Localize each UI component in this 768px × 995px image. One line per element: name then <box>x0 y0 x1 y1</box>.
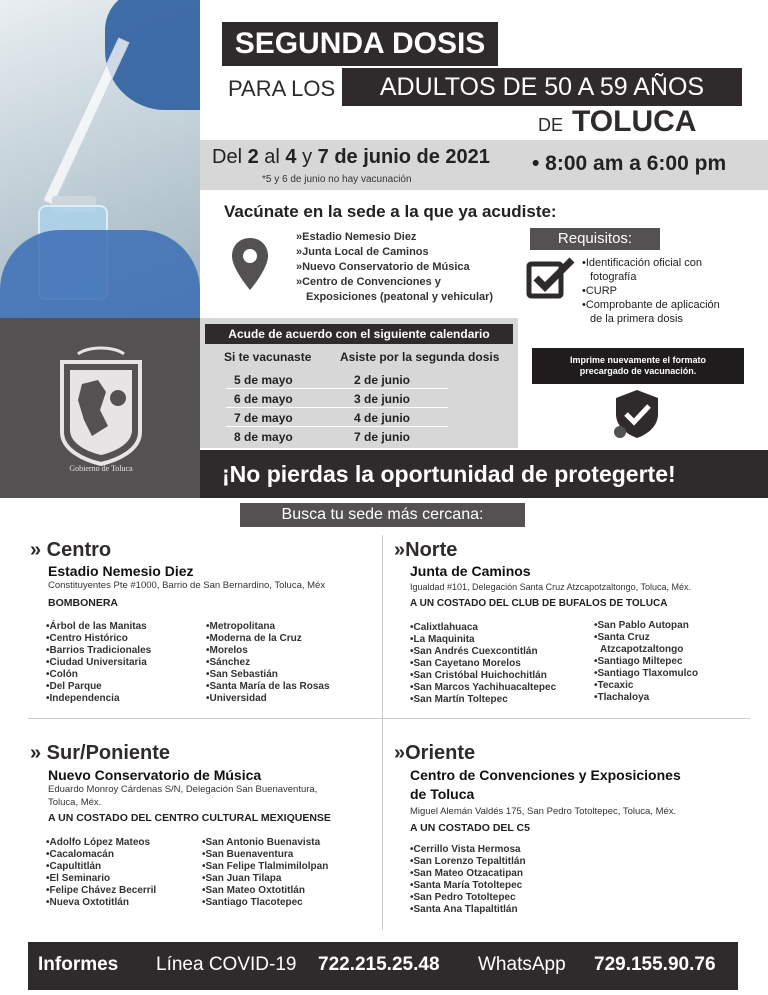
calendar-col1-header: Si te vacunaste <box>224 350 312 364</box>
oriente-list-1 <box>410 844 526 916</box>
shield-check-icon <box>612 388 662 440</box>
list-item: •Del Parque <box>46 681 102 692</box>
requisito-item: •Comprobante de aplicación <box>582 299 720 311</box>
list-item: •San Buenaventura <box>202 849 294 860</box>
list-item: •San Antonio Buenavista <box>202 837 321 848</box>
calendar-row: 6 de mayo 3 de junio <box>234 392 411 406</box>
dates-text: Del 2 al 4 y 7 de junio de 2021 <box>212 146 490 168</box>
list-item: •Metropolitana <box>206 621 276 632</box>
checkbox-icon <box>526 256 576 300</box>
footer-whatsapp-label: WhatsApp <box>478 954 566 975</box>
oriente-title: »Oriente <box>394 742 476 764</box>
list-item: •Morelos <box>206 645 248 656</box>
seal-text: Gobierno de Toluca <box>69 464 133 472</box>
footer-informes: Informes <box>38 954 119 975</box>
list-item: •Colón <box>46 669 78 680</box>
list-item: •San Pablo Autopan <box>594 620 689 631</box>
list-item: •San Sebastián <box>206 669 278 680</box>
list-item: •Sánchez <box>206 657 251 668</box>
list-item: •San Pedro Totoltepec <box>410 892 516 903</box>
sede-heading: Vacúnate en la sede a la que ya acudiste: <box>224 202 557 221</box>
list-item: •San Andrés Cuexcontitlán <box>410 646 538 657</box>
sede-item: Exposiciones (peatonal y vehicular) <box>306 291 494 303</box>
list-item: •San Marcos Yachihuacaltepec <box>410 682 557 693</box>
title-line3a: DE <box>538 115 564 135</box>
hours-text: • 8:00 am a 6:00 pm <box>532 152 727 175</box>
list-item: •San Mateo Oxtotitlán <box>202 885 305 896</box>
list-item: •San Lorenzo Tepaltitlán <box>410 856 526 867</box>
oriente-address: Miguel Alemán Valdés 175, San Pedro Totoltepec, Toluca, Méx. <box>410 806 677 817</box>
sur-title: » Sur/Poniente <box>30 742 171 764</box>
calendar-col2-header: Asiste por la segunda dosis <box>340 350 500 364</box>
list-item: Atzcapotzaltongo <box>600 644 684 655</box>
requisitos-list <box>582 256 720 326</box>
norte-title: »Norte <box>394 539 458 561</box>
list-item: •Tlachaloya <box>594 692 650 703</box>
list-item: •La Maquinita <box>410 634 475 645</box>
list-item: •Cacalomacán <box>46 849 114 860</box>
toluca-seal-icon <box>48 340 154 472</box>
list-item: •San Mateo Otzacatipan <box>410 868 523 879</box>
calendar-row: 5 de mayo 2 de junio <box>234 373 411 387</box>
list-item: •El Seminario <box>46 873 111 884</box>
list-item: •Nueva Oxtotitlán <box>46 897 129 908</box>
norte-address: Igualdad #101, Delegación Santa Cruz Atzcapotzaltongo, Toluca, Méx. <box>410 582 692 592</box>
oriente-reference: A UN COSTADO DEL C5 <box>410 822 530 834</box>
list-item: •San Martín Toltepec <box>410 694 508 705</box>
list-item: •Capultitlán <box>46 861 102 872</box>
centro-address: Constituyentes Pte #1000, Barrio de San Bernardino, Toluca, Méx <box>48 580 326 591</box>
list-item: •Ciudad Universitaria <box>46 657 147 668</box>
sur-list-2 <box>202 837 328 909</box>
list-item: •San Cayetano Morelos <box>410 658 521 669</box>
list-item: •Santiago Tlaxomulco <box>594 668 699 679</box>
list-item: •Santa Cruz <box>594 632 650 643</box>
list-item: •San Juan Tilapa <box>202 873 282 884</box>
norte-sede: Junta de Caminos <box>410 563 531 579</box>
requisito-item: fotografía <box>590 271 637 283</box>
protection-banner: ¡No pierdas la oportunidad de protegerte! <box>200 450 768 498</box>
requisitos-title: Requisitos: <box>530 228 660 250</box>
footer-linea-number: 722.215.25.48 <box>318 954 440 975</box>
calendar-row: 8 de mayo 7 de junio <box>234 430 411 444</box>
list-item: •San Cristóbal Huichochitlán <box>410 670 547 681</box>
norte-list-1 <box>410 622 556 706</box>
oriente-sede-1: Centro de Convenciones y Exposiciones <box>410 767 681 783</box>
norte-reference: A UN COSTADO DEL CLUB DE BUFALOS DE TOLUCA <box>410 598 668 609</box>
centro-sede: Estadio Nemesio Diez <box>48 563 194 579</box>
list-item: •Adolfo López Mateos <box>46 837 151 848</box>
list-item: •Santa María Totoltepec <box>410 880 523 891</box>
calendar-row: 7 de mayo 4 de junio <box>234 411 411 425</box>
list-item: •Santiago Tlacotepec <box>202 897 303 908</box>
requisito-item: •Identificación oficial con <box>582 257 703 269</box>
list-item: •Felipe Chávez Becerril <box>46 885 157 896</box>
sede-item: »Junta Local de Caminos <box>296 246 429 258</box>
title-line1: SEGUNDA DOSIS <box>222 22 498 66</box>
sur-reference: A UN COSTADO DEL CENTRO CULTURAL MEXIQUENSE <box>48 812 331 824</box>
centro-reference: BOMBONERA <box>48 597 118 609</box>
norte-list-2 <box>594 620 698 704</box>
title-line2a: PARA LOS <box>228 76 336 101</box>
sede-item: »Nuevo Conservatorio de Música <box>296 261 470 273</box>
list-item: •Independencia <box>46 693 120 704</box>
sede-item: »Centro de Convenciones y <box>296 276 441 288</box>
sur-sede: Nuevo Conservatorio de Música <box>48 767 262 783</box>
title-line3b: TOLUCA <box>572 105 697 138</box>
list-item: •Barrios Tradicionales <box>46 645 152 656</box>
sedes-list <box>296 230 493 305</box>
sur-address-2: Toluca, Méx. <box>48 797 102 808</box>
calendar-title: Acude de acuerdo con el siguiente calendario <box>205 324 513 344</box>
sede-item: »Estadio Nemesio Diez <box>296 231 417 243</box>
vaccine-photo <box>0 0 200 318</box>
location-pin-icon <box>230 236 270 292</box>
sur-address-1: Eduardo Monroy Cárdenas S/N, Delegación San Buenaventura, <box>48 784 318 795</box>
centro-list-1 <box>46 621 151 705</box>
centro-list-2 <box>206 621 330 705</box>
requisito-item: de la primera dosis <box>590 313 683 325</box>
list-item: •Cerrillo Vista Hermosa <box>410 844 521 855</box>
dates-note: *5 y 6 de junio no hay vacunación <box>262 174 412 185</box>
list-item: •Santa Ana Tlapaltitlán <box>410 904 518 915</box>
title-line2b: ADULTOS DE 50 A 59 AÑOS <box>342 68 742 106</box>
list-item: •Santiago Miltepec <box>594 656 683 667</box>
list-item: •Centro Histórico <box>46 633 128 644</box>
list-item: •Calixtlahuaca <box>410 622 478 633</box>
sur-list-1 <box>46 837 156 909</box>
busca-label: Busca tu sede más cercana: <box>240 503 525 527</box>
list-item: •Universidad <box>206 693 267 704</box>
list-item: •San Felipe Tlalmimilolpan <box>202 861 329 872</box>
footer-bar <box>28 942 738 990</box>
list-item: •Moderna de la Cruz <box>206 633 302 644</box>
oriente-sede-2: de Toluca <box>410 786 475 802</box>
footer-linea-label: Línea COVID-19 <box>156 954 297 975</box>
requisito-item: •CURP <box>582 285 618 297</box>
list-item: •Santa María de las Rosas <box>206 681 330 692</box>
centro-title: » Centro <box>30 539 112 561</box>
list-item: •Tecaxic <box>594 680 634 691</box>
imprime-note: Imprime nuevamente el formato precargado de vacunación. <box>532 348 744 384</box>
footer-whatsapp-number: 729.155.90.76 <box>594 954 716 975</box>
list-item: •Árbol de las Manitas <box>46 621 147 632</box>
